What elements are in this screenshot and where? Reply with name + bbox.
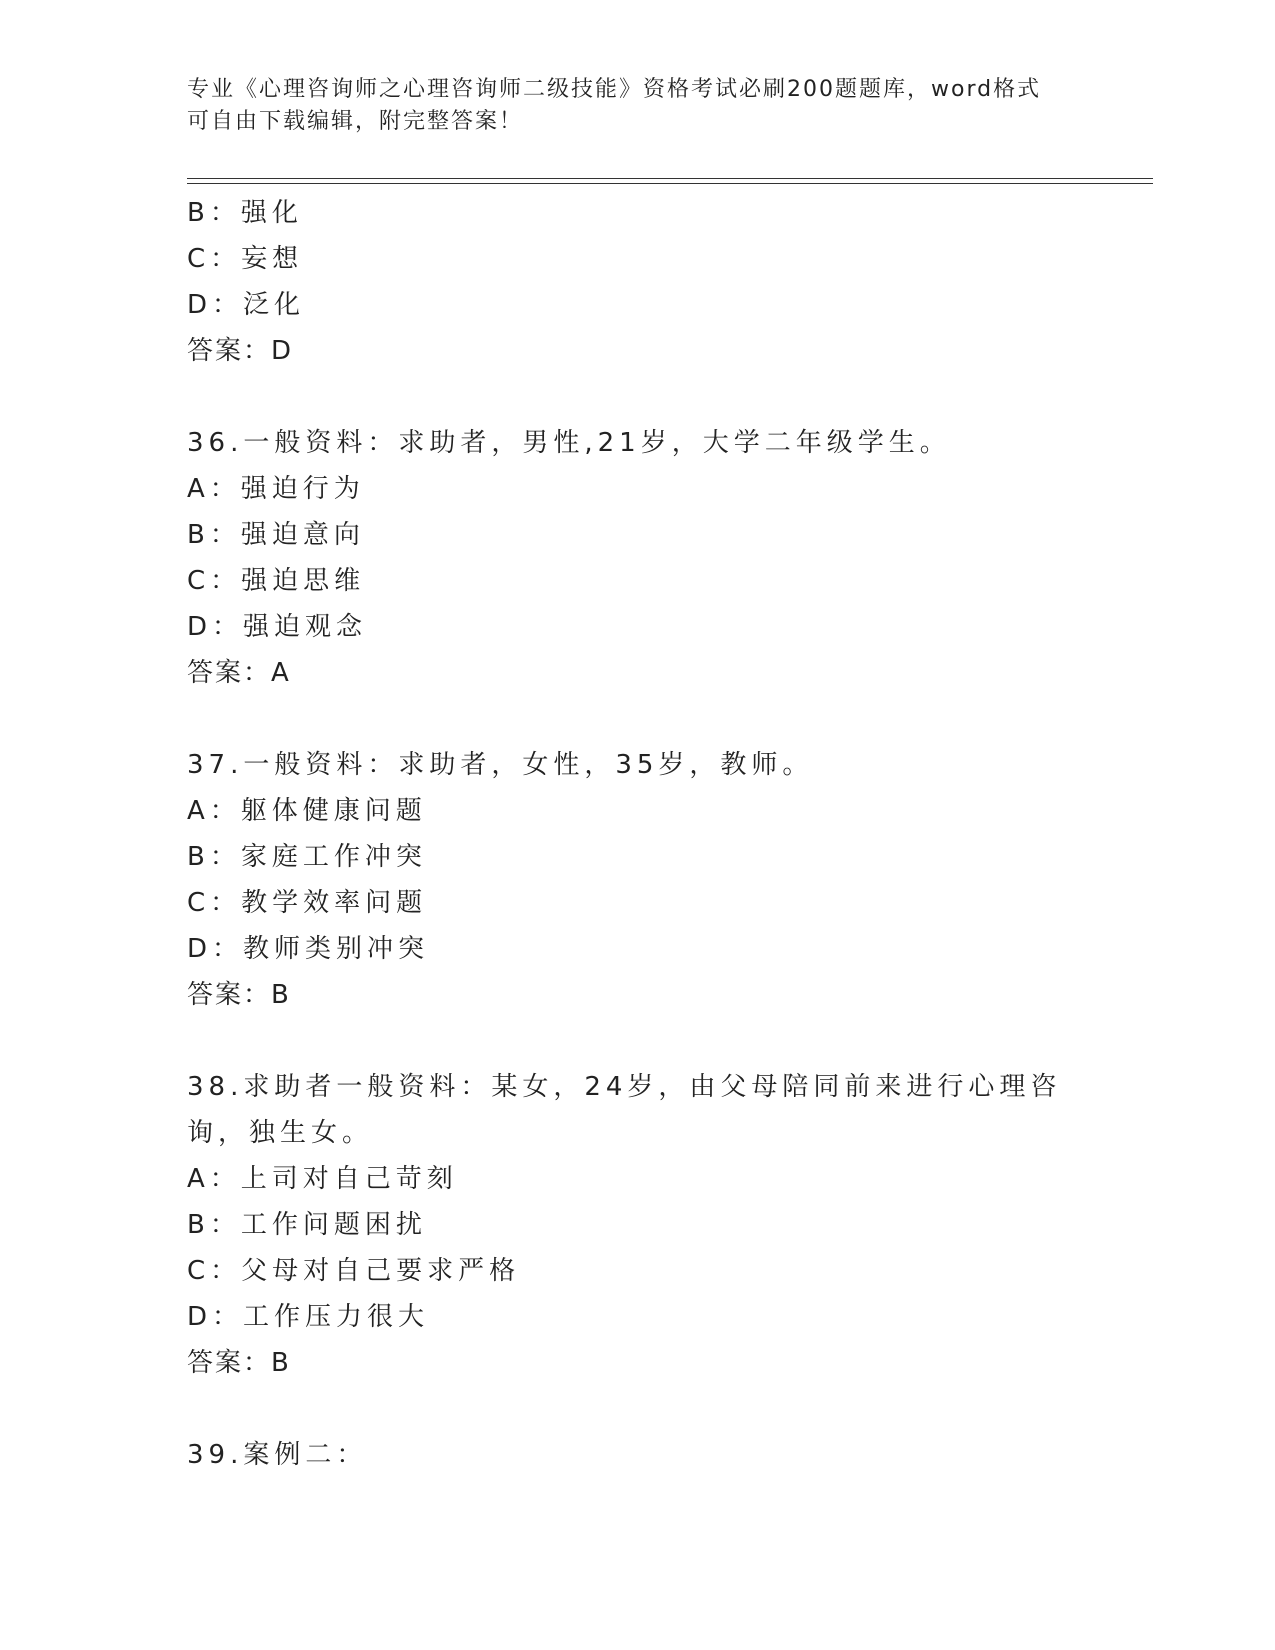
question-36 [187,420,1087,696]
option-c: C：教学效率问题 [187,888,428,918]
header-line-2: 可自由下载编辑，附完整答案！ [187,109,524,134]
question-block-continued [187,190,1087,374]
option-c: C：父母对自己要求严格 [187,1256,521,1286]
option-d: D：强迫观念 [187,612,368,642]
option-b: B：强迫意向 [187,520,365,550]
option-b: B：强化 [187,198,303,228]
answer-line: 答案：D [187,336,294,366]
document-body [187,190,1087,1524]
document-header [187,74,1067,138]
question-stem: 39.案例二： [187,1440,368,1470]
option-d: D：泛化 [187,290,306,320]
header-divider-top [187,178,1153,179]
option-d: D：工作压力很大 [187,1302,430,1332]
answer-line: 答案：A [187,658,291,688]
option-b: B：家庭工作冲突 [187,842,427,872]
question-stem: 38.求助者一般资料：某女，24岁，由父母陪同前来进行心理咨询，独生女。 [187,1072,1062,1148]
question-39 [187,1432,1087,1478]
question-stem: 36.一般资料：求助者，男性,21岁，大学二年级学生。 [187,428,951,458]
answer-line: 答案：B [187,1348,291,1378]
option-c: C：强迫思维 [187,566,366,596]
option-c: C：妄想 [187,244,304,274]
option-a: A：躯体健康问题 [187,796,427,826]
header-divider-bottom [187,183,1153,184]
header-line-1: 专业《心理咨询师之心理咨询师二级技能》资格考试必刷200题题库，word格式 [187,77,1042,102]
question-38 [187,1064,1087,1386]
option-a: A：强迫行为 [187,474,365,504]
option-a: A：上司对自己苛刻 [187,1164,458,1194]
question-37 [187,742,1087,1018]
answer-line: 答案：B [187,980,291,1010]
option-d: D：教师类别冲突 [187,934,430,964]
question-stem: 37.一般资料：求助者，女性，35岁，教师。 [187,750,814,780]
option-b: B：工作问题困扰 [187,1210,427,1240]
